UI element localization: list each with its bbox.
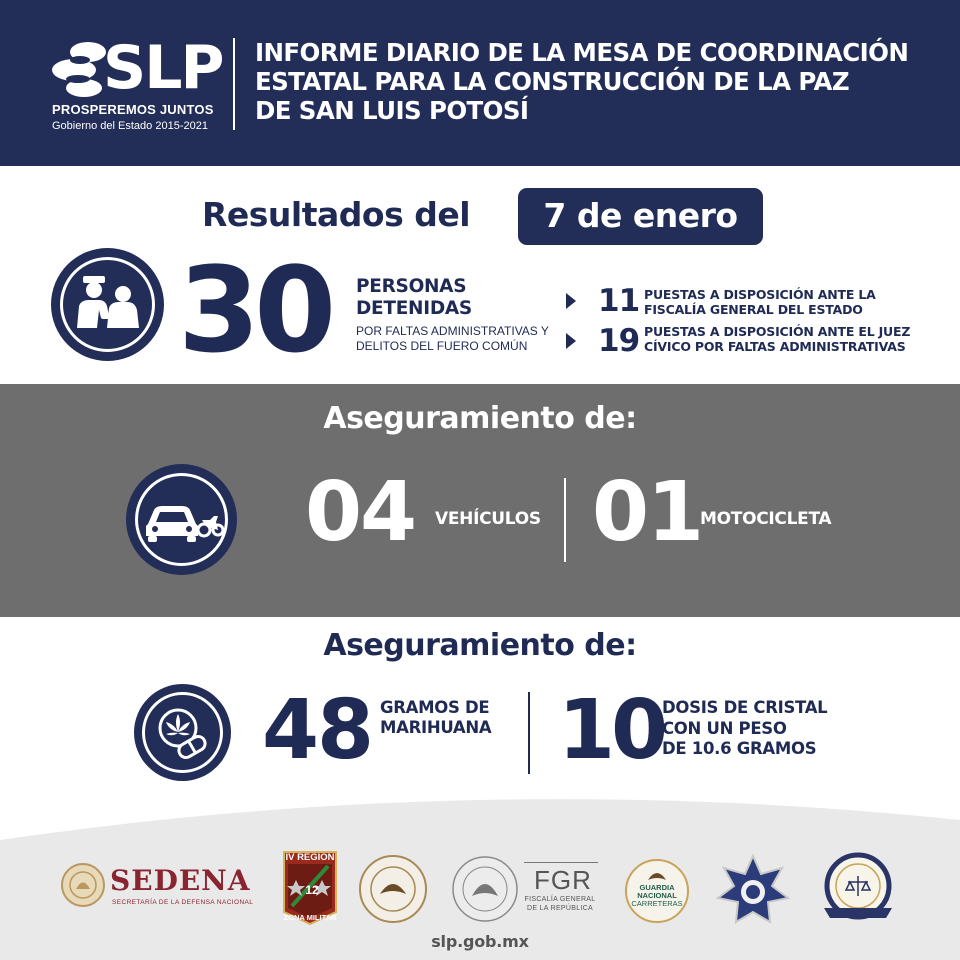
- juez-label: [644, 325, 910, 354]
- juez-label-line: CÍVICO POR FALTAS ADMINISTRATIVAS: [644, 338, 906, 354]
- grams-count: 48: [262, 683, 373, 778]
- fgr-rule: [524, 862, 598, 863]
- logo-tagline: PROSPEREMOS JUNTOS: [52, 102, 214, 117]
- fiscalia-label: [644, 288, 876, 317]
- detained-count: 30: [178, 241, 331, 379]
- doses-label: [662, 698, 827, 760]
- juez-count: 19: [598, 323, 640, 359]
- slp-logo-icon: [50, 38, 110, 98]
- vehicles-label: VEHÍCULOS: [435, 509, 541, 529]
- doses-label-line: DE 10.6 GRAMOS: [662, 739, 817, 758]
- date-badge: 7 de enero: [518, 188, 763, 245]
- detained-persons-icon: [51, 248, 164, 361]
- logo-text: SLP: [103, 33, 223, 103]
- region-label: IV REGION: [285, 852, 335, 863]
- report-title-line: DE SAN LUIS POTOSÍ: [255, 96, 529, 125]
- fgr-subtitle-line: DE LA REPÚBLICA: [527, 905, 593, 912]
- detained-label-line: DETENIDAS: [356, 298, 472, 319]
- doses-label-line: DOSIS DE CRISTAL: [662, 698, 828, 717]
- car-motorcycle-icon: [126, 464, 237, 575]
- report-title-line: ESTATAL PARA LA CONSTRUCCIÓN DE LA PAZ: [255, 67, 849, 96]
- arrow-right-icon: [566, 333, 576, 349]
- results-title: Resultados del: [202, 195, 471, 234]
- motorcycle-label: MOTOCICLETA: [700, 509, 832, 529]
- fiscalia-label-line: PUESTAS A DISPOSICIÓN ANTE LA: [644, 287, 876, 302]
- detained-label: [356, 276, 472, 320]
- police-star-badge-icon: [716, 854, 790, 926]
- guardia-nacional-seal-icon: [358, 854, 428, 924]
- region-number: 12: [305, 883, 319, 897]
- fiscalia-count: 11: [598, 283, 640, 319]
- fiscalia-label-line: FISCALÍA GENERAL DEL ESTADO: [644, 301, 863, 317]
- sedena-seal-icon: [60, 862, 106, 908]
- header-divider: [233, 38, 235, 130]
- doses-label-line: CON UN PESO: [662, 718, 787, 738]
- fgr-logo-text: FGR: [534, 865, 592, 895]
- motorcycle-count: 01: [592, 465, 703, 560]
- arrow-right-icon: [566, 293, 576, 309]
- vehicle-section-title: Aseguramiento de:: [323, 401, 637, 436]
- gn-line: CARRETERAS: [631, 899, 683, 908]
- grams-label-line: MARIHUANA: [380, 718, 492, 737]
- grams-label-line: GRAMOS DE: [380, 698, 490, 717]
- vehicles-count: 04: [305, 465, 416, 560]
- report-title: [255, 38, 945, 125]
- zone-label: ZONA MILITAR: [283, 913, 337, 922]
- logo-subtitle: Gobierno del Estado 2015-2021: [52, 120, 208, 132]
- detained-sublabel-line: POR FALTAS ADMINISTRATIVAS Y: [356, 324, 549, 338]
- detained-sublabel: [356, 324, 549, 354]
- juez-label-line: PUESTAS A DISPOSICIÓN ANTE EL JUEZ: [644, 324, 911, 339]
- detained-label-line: PERSONAS: [356, 276, 467, 297]
- drugs-icon: [134, 684, 231, 781]
- gn-line: GUARDIA: [639, 883, 675, 892]
- fiscalia-estado-seal-icon: [818, 852, 898, 926]
- website-link[interactable]: slp.gob.mx: [431, 932, 529, 951]
- gn-line: NACIONAL: [637, 891, 677, 900]
- detained-sublabel-line: DELITOS DEL FUERO COMÚN: [356, 339, 528, 353]
- mexico-coat-of-arms-icon: [450, 854, 520, 924]
- sedena-logo-text: SEDENA: [110, 864, 251, 897]
- guardia-nacional-carreteras-text: [624, 884, 690, 908]
- grams-label: [380, 698, 491, 738]
- drugs-divider: [528, 692, 530, 774]
- doses-count: 10: [558, 683, 665, 778]
- report-title-line: INFORME DIARIO DE LA MESA DE COORDINACIÓN: [255, 38, 909, 67]
- fgr-subtitle-line: FISCALÍA GENERAL: [524, 896, 596, 903]
- sedena-subtitle: SECRETARÍA DE LA DEFENSA NACIONAL: [112, 899, 254, 906]
- vehicle-divider: [564, 478, 566, 562]
- drugs-section-title: Aseguramiento de:: [323, 628, 637, 663]
